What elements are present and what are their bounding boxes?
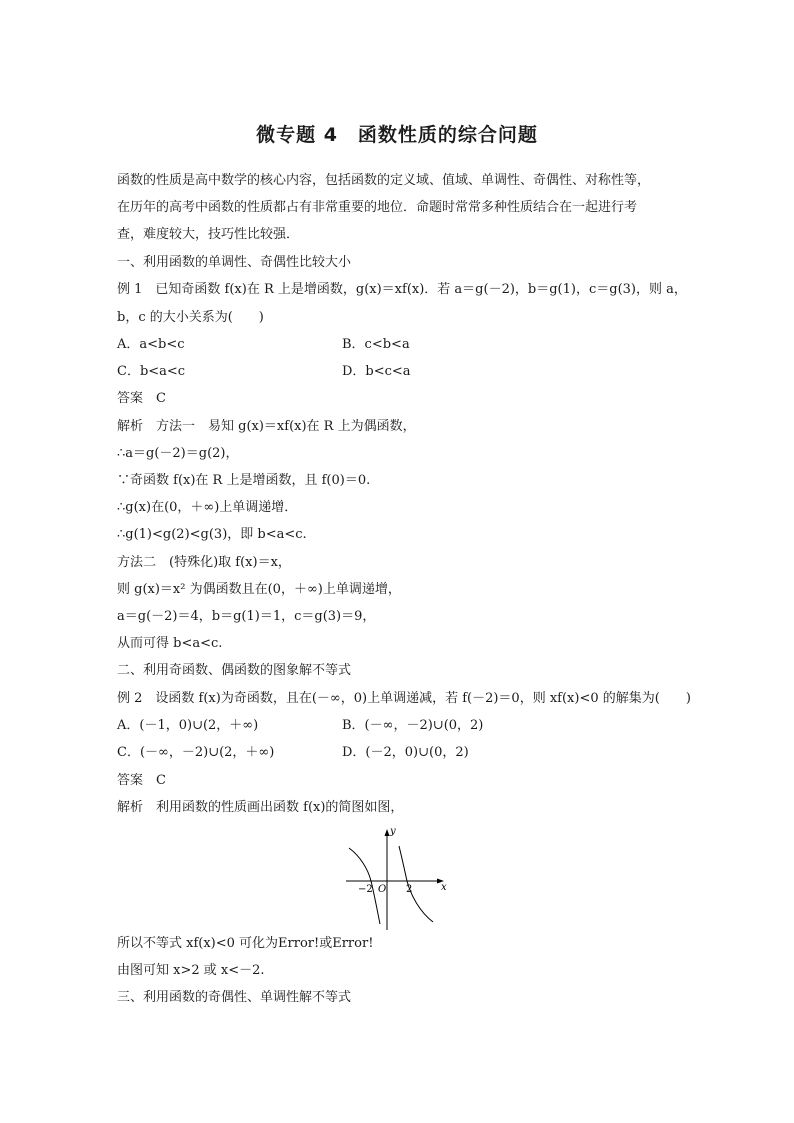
example-2-option-d: D．(－2，0)∪(0，2) — [342, 745, 469, 760]
example-2-answer: 答案 C — [117, 773, 166, 788]
example-2-solution-line: 解析 利用函数的性质画出函数 f(x)的简图如图， — [117, 800, 404, 815]
example-2-option-c: C．(－∞，－2)∪(2，＋∞) — [117, 745, 275, 760]
page-title: 微专题 4 函数性质的综合问题 — [256, 124, 538, 146]
example-1-answer: 答案 C — [117, 391, 166, 406]
example-2-solution-line: 由图可知 x>2 或 x<－2. — [117, 963, 265, 978]
tick-label-negative-two: −2 — [358, 884, 373, 895]
example-1-question: 例 1 已知奇函数 f(x)在 R 上是增函数，g(x)＝xf(x)．若 a＝g(－2)，b＝g(1)，c＝g(3)，则 a， — [117, 282, 687, 297]
curve-right-branch — [399, 846, 433, 922]
example-2-question: 例 2 设函数 f(x)为奇函数，且在(－∞，0)上单调递减，若 f(－2)＝0，则 xf(x)<0 的解集为( ) — [117, 691, 691, 706]
intro-line-3: 查，难度较大，技巧性比较强． — [117, 227, 300, 242]
example-1-question-cont: b，c 的大小关系为( ) — [117, 310, 264, 325]
example-1-solution-line: ∴g(x)在(0，＋∞)上单调递增． — [117, 500, 298, 515]
intro-line-2: 在历年的高考中函数的性质都占有非常重要的地位．命题时常常多种性质结合在一起进行考 — [117, 200, 638, 215]
section-heading-2: 二、利用奇函数、偶函数的图象解不等式 — [117, 663, 352, 678]
example-1-option-b: B．c<b<a — [342, 337, 410, 352]
example-1-option-a: A．a<b<c — [117, 337, 185, 352]
example-2-solution-line: 所以不等式 xf(x)<0 可化为Error!或Error! — [117, 936, 374, 951]
example-1-solution-line: 解析 方法一 易知 g(x)＝xf(x)在 R 上为偶函数， — [117, 419, 416, 434]
example-1-option-c: C．b<a<c — [117, 364, 186, 379]
example-1-solution-line: 方法二 (特殊化)取 f(x)＝x， — [117, 555, 291, 570]
x-axis-label: x — [441, 882, 447, 893]
origin-label: O — [378, 884, 387, 895]
example-1-solution-line: ∴g(1)<g(2)<g(3)，即 b<a<c. — [117, 527, 307, 542]
example-1-solution-line: a＝g(－2)＝4，b＝g(1)＝1，c＝g(3)＝9， — [117, 609, 376, 624]
example-1-solution-line: 则 g(x)＝x² 为偶函数且在(0，＋∞)上单调递增， — [117, 582, 401, 597]
example-1-solution-line: ∴a＝g(－2)＝g(2)， — [117, 446, 239, 461]
function-sketch-graph — [340, 824, 456, 932]
section-heading-1: 一、利用函数的单调性、奇偶性比较大小 — [117, 255, 352, 270]
y-axis-arrow — [385, 829, 390, 836]
section-heading-3: 三、利用函数的奇偶性、单调性解不等式 — [117, 990, 352, 1005]
tick-label-two: 2 — [406, 884, 413, 895]
example-2-option-a: A．(－1，0)∪(2，＋∞) — [117, 718, 259, 733]
example-1-solution-line: ∵奇函数 f(x)在 R 上是增函数，且 f(0)＝0. — [117, 473, 371, 488]
example-1-option-d: D．b<c<a — [342, 364, 411, 379]
intro-line-1: 函数的性质是高中数学的核心内容，包括函数的定义域、值域、单调性、奇偶性、对称性等， — [117, 173, 651, 188]
example-2-option-b: B．(－∞，－2)∪(0，2) — [342, 718, 484, 733]
y-axis-label: y — [390, 826, 396, 837]
example-1-solution-line: 从而可得 b<a<c. — [117, 636, 223, 651]
